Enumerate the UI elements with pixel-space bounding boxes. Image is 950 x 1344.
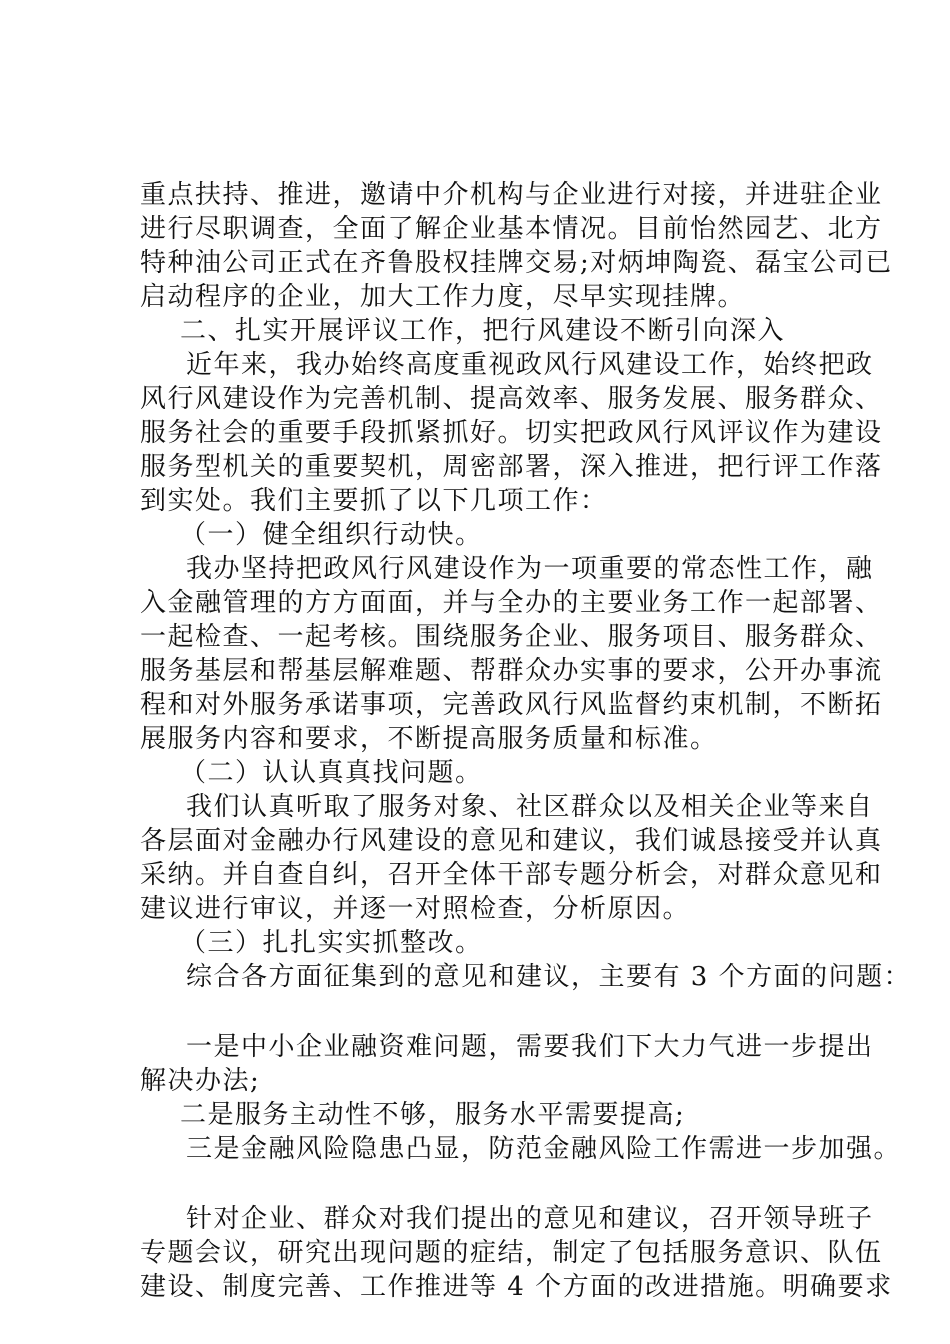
list-item: 三是金融风险隐患凸显，防范金融风险工作需进一步加强。 — [186, 1134, 902, 1164]
text-line: 到实处。我们主要抓了以下几项工作： — [140, 486, 608, 516]
subsection-heading: （三）扎扎实实抓整改。 — [180, 928, 483, 958]
text-line: 专题会议，研究出现问题的症结，制定了包括服务意识、队伍 — [140, 1238, 883, 1268]
text-line: 启动程序的企业，加大工作力度，尽早实现挂牌。 — [140, 282, 746, 312]
text-line: 针对企业、群众对我们提出的意见和建议，召开领导班子 — [186, 1204, 874, 1234]
text-line: 重点扶持、推进，邀请中介机构与企业进行对接，并进驻企业 — [140, 180, 883, 210]
text-line: 采纳。并自查自纠，召开全体干部专题分析会，对群众意见和 — [140, 860, 883, 890]
text-line: 我办坚持把政风行风建设作为一项重要的常态性工作，融 — [186, 554, 874, 584]
text-line: 我们认真听取了服务对象、社区群众以及相关企业等来自 — [186, 792, 874, 822]
text-line: 入金融管理的方方面面，并与全办的主要业务工作一起部署、 — [140, 588, 883, 618]
text-line: 程和对外服务承诺事项，完善政风行风监督约束机制，不断拓 — [140, 690, 883, 720]
list-item: 一是中小企业融资难问题，需要我们下大力气进一步提出 — [186, 1032, 874, 1062]
text-line: 建议进行审议，并逐一对照检查，分析原因。 — [140, 894, 691, 924]
text-line: 服务型机关的重要契机，周密部署，深入推进，把行评工作落 — [140, 452, 883, 482]
text-line: 风行风建设作为完善机制、提高效率、服务发展、服务群众、 — [140, 384, 883, 414]
subsection-heading: （二）认认真真找问题。 — [180, 758, 483, 788]
text-line: 服务社会的重要手段抓紧抓好。切实把政风行风评议作为建设 — [140, 418, 883, 448]
section-heading: 二、扎实开展评议工作，把行风建设不断引向深入 — [180, 316, 786, 346]
text-line: 解决办法; — [140, 1066, 261, 1096]
text-line: 综合各方面征集到的意见和建议，主要有 3 个方面的问题： — [186, 962, 912, 992]
subsection-heading: （一）健全组织行动快。 — [180, 520, 483, 550]
text-line: 特种油公司正式在齐鲁股权挂牌交易;对炳坤陶瓷、磊宝公司已 — [140, 248, 893, 278]
text-line: 服务基层和帮基层解难题、帮群众办实事的要求，公开办事流 — [140, 656, 883, 686]
text-line: 展服务内容和要求，不断提高服务质量和标准。 — [140, 724, 718, 754]
text-line: 进行尽职调查，全面了解企业基本情况。目前怡然园艺、北方 — [140, 214, 883, 244]
text-line: 一起检查、一起考核。围绕服务企业、服务项目、服务群众、 — [140, 622, 883, 652]
text-line: 建设、制度完善、工作推进等 4 个方面的改进措施。明确要求 — [140, 1272, 893, 1302]
list-item: 二是服务主动性不够，服务水平需要提高; — [180, 1100, 686, 1130]
text-line: 近年来，我办始终高度重视政风行风建设工作，始终把政 — [186, 350, 874, 380]
text-line: 各层面对金融办行风建设的意见和建议，我们诚恳接受并认真 — [140, 826, 883, 856]
